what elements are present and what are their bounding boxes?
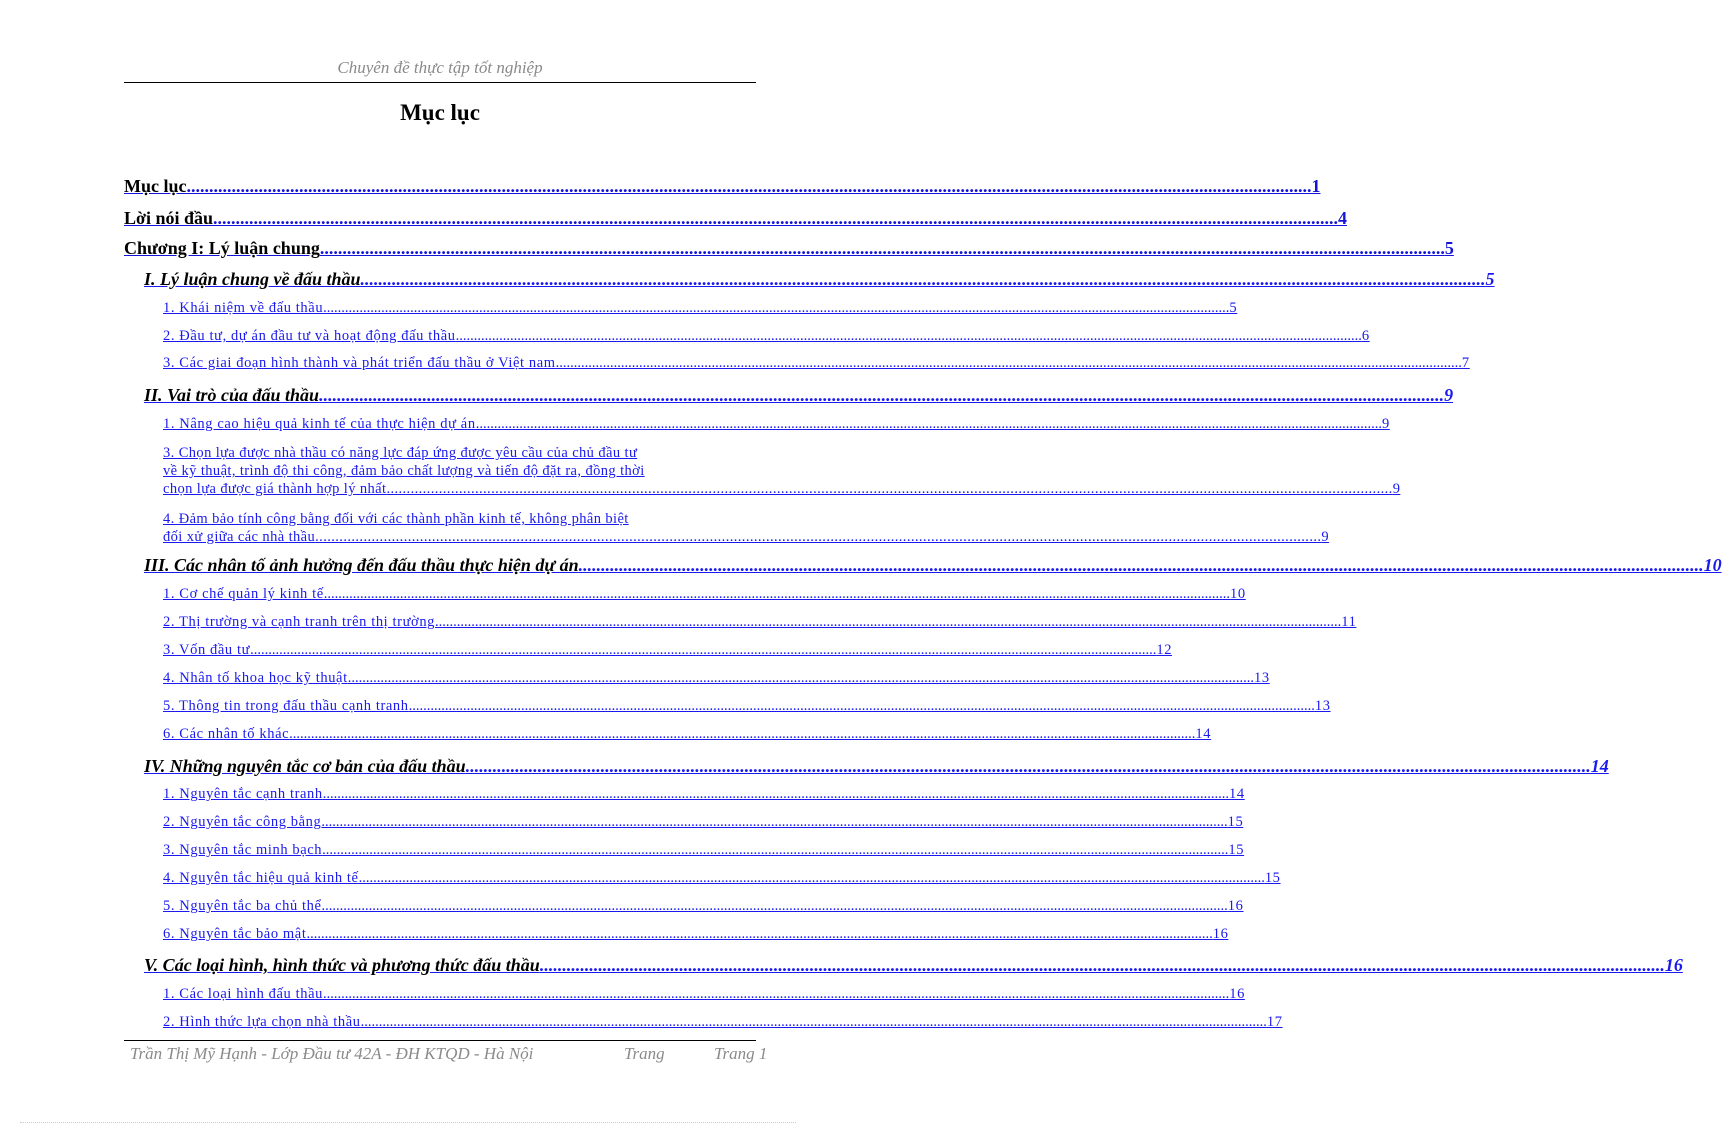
toc-entry-1-2[interactable]: [163, 328, 1370, 345]
toc-entry-label-line: 4. Đảm bảo tính công bằng đối với các thành phần kinh tế, không phân biệt: [163, 511, 629, 527]
toc-leader: ..........................................................................................................................................................................................................................................................: [475, 416, 1382, 432]
toc-entry-label: Lời nói đầu: [124, 208, 214, 228]
toc-entry-3-2[interactable]: [163, 614, 1357, 631]
toc-entry-section-3[interactable]: [144, 555, 1722, 576]
toc-entry-page: 13: [1314, 698, 1331, 714]
toc-entry-2-3[interactable]: [163, 444, 1401, 498]
toc-entry-4-6[interactable]: [163, 926, 1229, 943]
toc-entry-page: 14: [1229, 786, 1245, 802]
footer-page-number: Trang 1: [714, 1044, 768, 1063]
toc-entry-page: 13: [1253, 670, 1270, 686]
toc-entry-page: 10: [1703, 555, 1722, 575]
toc-leader: ..........................................................................................................................................................................................................................................................: [455, 328, 1362, 344]
toc-entry-page: 6: [1361, 328, 1370, 344]
toc-leader: ..........................................................................................................................................................................................................................................................: [322, 842, 1229, 858]
toc-leader: ..........................................................................................................................................................................................................................................................: [358, 870, 1265, 886]
toc-entry-page: 5: [1485, 269, 1495, 289]
toc-leader: ..........................................................................................................................................................................................................................................................: [322, 986, 1230, 1002]
toc-leader: ..........................................................................................................................................................................................................................................................: [321, 898, 1228, 914]
toc-entry-label: 5. Thông tin trong đấu thầu cạnh tranh: [163, 698, 409, 714]
toc-entry-loi-noi-dau[interactable]: [124, 208, 1348, 229]
toc-entry-2-4[interactable]: [163, 510, 1330, 546]
toc-leader: ..........................................................................................................................................................................................................................................................: [323, 586, 1231, 602]
toc-entry-5-2[interactable]: [163, 1014, 1283, 1031]
toc-entry-label: Chương I: Lý luận chung: [124, 238, 320, 258]
toc-entry-label: 2. Nguyên tắc công bằng: [163, 814, 322, 830]
toc-entry-label: 6. Nguyên tắc bảo mật: [163, 926, 307, 942]
toc-entry-muc-luc[interactable]: [124, 176, 1321, 197]
toc-entry-label: 1. Các loại hình đấu thầu: [163, 986, 323, 1002]
toc-leader: ..........................................................................................................................................................................................................................................................: [319, 238, 1445, 258]
toc-entry-page: 15: [1264, 870, 1281, 886]
toc-leader: ..........................................................................................................................................................................................................................................................: [539, 955, 1665, 975]
toc-entry-page: 15: [1228, 842, 1245, 858]
toc-leader: ..........................................................................................................................................................................................................................................................: [319, 385, 1445, 405]
toc-entry-label: V. Các loại hình, hình thức và phương thức đấu thầu: [144, 955, 540, 975]
toc-leader: ..........................................................................................................................................................................................................................................................: [386, 481, 1393, 497]
page-title: Mục lục: [400, 100, 480, 125]
toc-entry-page: 10: [1230, 586, 1246, 602]
toc-entry-label: 1. Nâng cao hiệu quả kinh tế của thực hiện dự án: [163, 416, 476, 432]
toc-entry-page: 5: [1229, 300, 1238, 316]
toc-entry-3-6[interactable]: [163, 726, 1212, 743]
toc-entry-page: 16: [1664, 955, 1683, 975]
toc-entry-page: 9: [1381, 416, 1390, 432]
toc-entry-3-5[interactable]: [163, 698, 1331, 715]
toc-leader: ..........................................................................................................................................................................................................................................................: [360, 1014, 1267, 1030]
toc-entry-page: 9: [1321, 529, 1330, 545]
toc-entry-label: 2. Hình thức lựa chọn nhà thầu: [163, 1014, 361, 1030]
toc-entry-4-4[interactable]: [163, 870, 1281, 887]
toc-entry-page: 1: [1311, 176, 1321, 196]
toc-leader: ..........................................................................................................................................................................................................................................................: [408, 698, 1315, 714]
toc-entry-page: 14: [1590, 756, 1609, 776]
toc-entry-page: 12: [1156, 642, 1173, 658]
footer-rule: [124, 1040, 756, 1041]
toc-entry-section-2[interactable]: [144, 385, 1454, 406]
toc-entry-label: 4. Nguyên tắc hiệu quả kinh tế: [163, 870, 359, 886]
toc-entry-4-2[interactable]: [163, 814, 1244, 831]
toc-leader: ..........................................................................................................................................................................................................................................................: [213, 208, 1339, 228]
toc-entry-label: 3. Nguyên tắc minh bạch: [163, 842, 323, 858]
toc-entry-page: 9: [1392, 481, 1401, 497]
toc-entry-chuong-1[interactable]: [124, 238, 1454, 259]
toc-entry-3-3[interactable]: [163, 642, 1173, 659]
toc-entry-section-1[interactable]: [144, 269, 1495, 290]
toc-entry-page: 7: [1461, 355, 1470, 371]
toc-entry-label: 1. Cơ chế quản lý kinh tế: [163, 586, 324, 602]
toc-entry-label: I. Lý luận chung về đấu thầu: [144, 269, 361, 289]
toc-entry-3-4[interactable]: [163, 670, 1270, 687]
toc-entry-label: III. Các nhân tố ảnh hưởng đến đấu thầu thực hiện dự án: [144, 555, 579, 575]
header-rule: [124, 82, 756, 83]
toc-leader: ..........................................................................................................................................................................................................................................................: [306, 926, 1213, 942]
footer-author: Trần Thị Mỹ Hạnh - Lớp Đầu tư 42A - ĐH KTQD - Hà Nội: [130, 1044, 534, 1063]
toc-entry-label-line: 3. Chọn lựa được nhà thầu có năng lực đáp ứng được yêu cầu của chủ đầu tư: [163, 445, 638, 461]
toc-leader: ..........................................................................................................................................................................................................................................................: [250, 642, 1157, 658]
toc-entry-label-line: đối xử giữa các nhà thầu: [163, 529, 316, 545]
toc-entry-label-line: chọn lựa được giá thành hợp lý nhất: [163, 481, 387, 497]
page-header: Chuyên đề thực tập tốt nghiệp: [337, 58, 543, 77]
toc-entry-label: II. Vai trò của đấu thầu: [144, 385, 320, 405]
toc-entry-4-3[interactable]: [163, 842, 1245, 859]
toc-entry-page: 5: [1444, 238, 1454, 258]
toc-entry-label: Mục lục: [124, 176, 187, 196]
toc-leader: ..........................................................................................................................................................................................................................................................: [555, 355, 1462, 371]
toc-leader: ..........................................................................................................................................................................................................................................................: [289, 726, 1196, 742]
toc-leader: ..........................................................................................................................................................................................................................................................: [322, 786, 1229, 802]
toc-leader: ..........................................................................................................................................................................................................................................................: [435, 614, 1342, 630]
toc-entry-page: 14: [1195, 726, 1212, 742]
toc-entry-label: 1. Nguyên tắc cạnh tranh: [163, 786, 323, 802]
toc-entry-page: 16: [1212, 926, 1229, 942]
toc-leader: ..........................................................................................................................................................................................................................................................: [321, 814, 1228, 830]
toc-entry-page: 16: [1229, 986, 1245, 1002]
toc-entry-label: 3. Các giai đoạn hình thành và phát triển đấu thầu ở Việt nam: [163, 355, 556, 371]
toc-entry-1-3[interactable]: [163, 355, 1470, 372]
toc-entry-page: 4: [1338, 208, 1348, 228]
toc-entry-label: 2. Thị trường và cạnh tranh trên thị trường: [163, 614, 436, 630]
toc-entry-label: 5. Nguyên tắc ba chủ thể: [163, 898, 322, 914]
toc-entry-page: 15: [1227, 814, 1244, 830]
toc-leader: ..........................................................................................................................................................................................................................................................: [315, 529, 1322, 545]
toc-entry-label: 2. Đầu tư, dự án đầu tư và hoạt động đấu thầu: [163, 328, 456, 344]
toc-entry-page: 16: [1227, 898, 1244, 914]
toc-entry-2-1[interactable]: [163, 416, 1390, 433]
toc-leader: ..........................................................................................................................................................................................................................................................: [465, 756, 1591, 776]
footer-page-label: Trang: [624, 1044, 665, 1063]
toc-leader: ..........................................................................................................................................................................................................................................................: [186, 176, 1312, 196]
toc-entry-4-1[interactable]: [163, 786, 1245, 803]
toc-entry-label-line: về kỹ thuật, trình độ thi công, đảm bảo chất lượng và tiến độ đặt ra, đồng thời: [163, 463, 645, 479]
toc-entry-3-1[interactable]: [163, 586, 1246, 603]
toc-entry-5-1[interactable]: [163, 986, 1245, 1003]
toc-entry-label: 4. Nhân tố khoa học kỹ thuật: [163, 670, 348, 686]
toc-entry-section-4[interactable]: [144, 756, 1609, 777]
toc-entry-label: 1. Khái niệm về đấu thầu: [163, 300, 324, 316]
toc-leader: ..........................................................................................................................................................................................................................................................: [347, 670, 1254, 686]
toc-entry-page: 17: [1266, 1014, 1283, 1030]
toc-entry-label: 3. Vốn đầu tư: [163, 642, 251, 658]
toc-entry-page: 11: [1341, 614, 1357, 630]
toc-entry-4-5[interactable]: [163, 898, 1244, 915]
toc-entry-label: 6. Các nhân tố khác: [163, 726, 290, 742]
toc-leader: ..........................................................................................................................................................................................................................................................: [323, 300, 1230, 316]
toc-entry-1-1[interactable]: [163, 300, 1238, 317]
toc-entry-section-5[interactable]: [144, 955, 1683, 976]
toc-entry-label: IV. Những nguyên tắc cơ bản của đấu thầu: [144, 756, 466, 776]
toc-entry-page: 9: [1444, 385, 1454, 405]
toc-leader: ..........................................................................................................................................................................................................................................................: [578, 555, 1704, 575]
toc-leader: ..........................................................................................................................................................................................................................................................: [360, 269, 1486, 289]
